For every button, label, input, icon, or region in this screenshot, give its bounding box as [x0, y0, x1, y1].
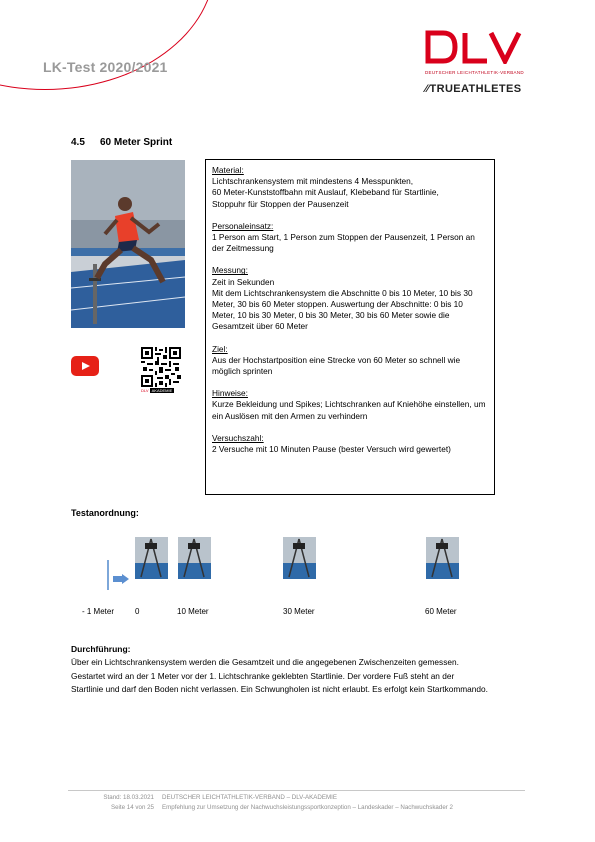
trueathletes-brand — [425, 83, 525, 95]
footer-org: DEUTSCHER LEICHTATHLETIK-VERBAND – DLV-AKADEMIE — [162, 794, 337, 801]
youtube-play-icon[interactable] — [71, 356, 99, 376]
header-arc-decoration — [0, 0, 215, 90]
marker-label: 60 Meter — [425, 607, 457, 616]
marker-label: - 1 Meter — [82, 607, 115, 616]
section-title: 60 Meter Sprint — [100, 137, 173, 148]
footer-stand: Stand: 18.03.2021 — [103, 794, 154, 801]
material-block — [212, 165, 488, 210]
durchfuehrung-line: Über ein Lichtschrankensystem werden die Gesamtzeit und die angegebenen Zwischenzeiten gemessen. — [71, 657, 459, 667]
info-box — [205, 159, 495, 495]
section-number: 4.5 — [71, 137, 85, 148]
dlv-logo-icon — [425, 30, 522, 64]
ziel-line: Aus der Hochstartposition eine Strecke von 60 Meter so schnell wie — [212, 354, 461, 365]
footer-divider — [68, 790, 525, 791]
sprinter-photo — [71, 160, 185, 328]
light-barrier-station — [178, 537, 211, 579]
messung-line: Meter, 10 bis 30 Meter, 0 bis 30 Meter, 30 bis 60 Meter sowie die — [212, 310, 450, 321]
messung-line: Mit dem Lichtschrankensystem die Abschnitte 0 bis 10 Meter, 10 bis 30 — [212, 287, 473, 298]
material-line: Lichtschrankensystem mit mindestens 4 Messpunkten, — [212, 176, 414, 187]
personal-line: der Zeitmessung — [212, 243, 274, 254]
marker-label: 0 — [135, 607, 140, 616]
material-heading: Material: — [212, 165, 244, 175]
personal-block — [212, 221, 488, 255]
messung-block — [212, 265, 488, 332]
marker-label: 30 Meter — [283, 607, 315, 616]
document-title: LK-Test 2020/2021 — [43, 59, 168, 75]
material-line: 60 Meter-Kunststoffbahn mit Auslauf, Klebeband für Startlinie, — [212, 187, 439, 198]
messung-line: Zeit in Sekunden — [212, 276, 275, 287]
qr-caption — [141, 388, 174, 393]
start-arrow-icon — [113, 574, 129, 584]
messung-heading: Messung: — [212, 265, 248, 276]
versuch-block — [212, 433, 488, 455]
brand-label: TRUEATHLETES — [429, 83, 522, 95]
start-line-marker — [107, 560, 109, 590]
durchfuehrung-heading: Durchführung: — [71, 644, 131, 654]
qr-code[interactable] — [141, 347, 181, 387]
messung-line: Meter, 30 bis 60 Meter stoppen. Auswertung der Abschnitte: 0 bis 10 — [212, 299, 463, 310]
ziel-line: möglich sprinten — [212, 366, 273, 377]
marker-label: 10 Meter — [177, 607, 209, 616]
dlv-logo — [425, 30, 525, 95]
durchfuehrung-line: Startlinie und darf den Boden nicht verlassen. Ein Schwungholen ist nicht erlaubt. Es erfolgt kein Startkommando. — [71, 684, 488, 694]
section-heading — [71, 137, 172, 148]
light-barrier-station — [426, 537, 459, 579]
material-line: Stoppuhr für Stoppen der Pausenzeit — [212, 198, 349, 209]
testanordnung-heading: Testanordnung: — [71, 508, 139, 518]
durchfuehrung-line: Gestartet wird an der 1 Meter vor der 1. Lichtschranke geklebten Startlinie. Der vordere Fuß steht an der — [71, 670, 455, 681]
hinweise-heading: Hinweise: — [212, 388, 248, 399]
qr-caption-right: AKADEMIE — [151, 388, 173, 393]
trueathletes-icon: ⁄⁄ — [425, 83, 430, 95]
footer-desc: Empfehlung zur Umsetzung der Nachwuchsleistungssportkonzeption – Landeskader – Nachwuchskader 2 — [162, 803, 453, 811]
hinweise-line: Kurze Bekleidung und Spikes; Lichtschranken auf Kniehöhe einstellen, um — [212, 399, 486, 410]
light-barrier-station — [283, 537, 316, 579]
durchfuehrung-text — [71, 656, 541, 697]
versuch-line: 2 Versuche mit 10 Minuten Pause (bester Versuch wird gewertet) — [212, 444, 451, 455]
versuch-heading: Versuchszahl: — [212, 432, 264, 443]
hinweise-line: ein Auslösen mit den Armen zu verhindern — [212, 410, 368, 421]
ziel-heading: Ziel: — [212, 343, 228, 354]
qr-caption-left: DLV — [141, 388, 149, 393]
footer-page: Seite 14 von 25 — [110, 803, 154, 811]
page-footer — [68, 793, 453, 812]
hinweise-block — [212, 388, 488, 422]
light-barrier-station — [135, 537, 168, 579]
personal-line: 1 Person am Start, 1 Person zum Stoppen der Pausenzeit, 1 Person an — [212, 232, 475, 243]
ziel-block — [212, 344, 488, 378]
personal-heading: Personaleinsatz: — [212, 220, 274, 231]
logo-subtitle: DEUTSCHER LEICHTATHLETIK-VERBAND — [425, 70, 524, 75]
messung-line: Gesamtzeit über 60 Meter — [212, 321, 308, 332]
